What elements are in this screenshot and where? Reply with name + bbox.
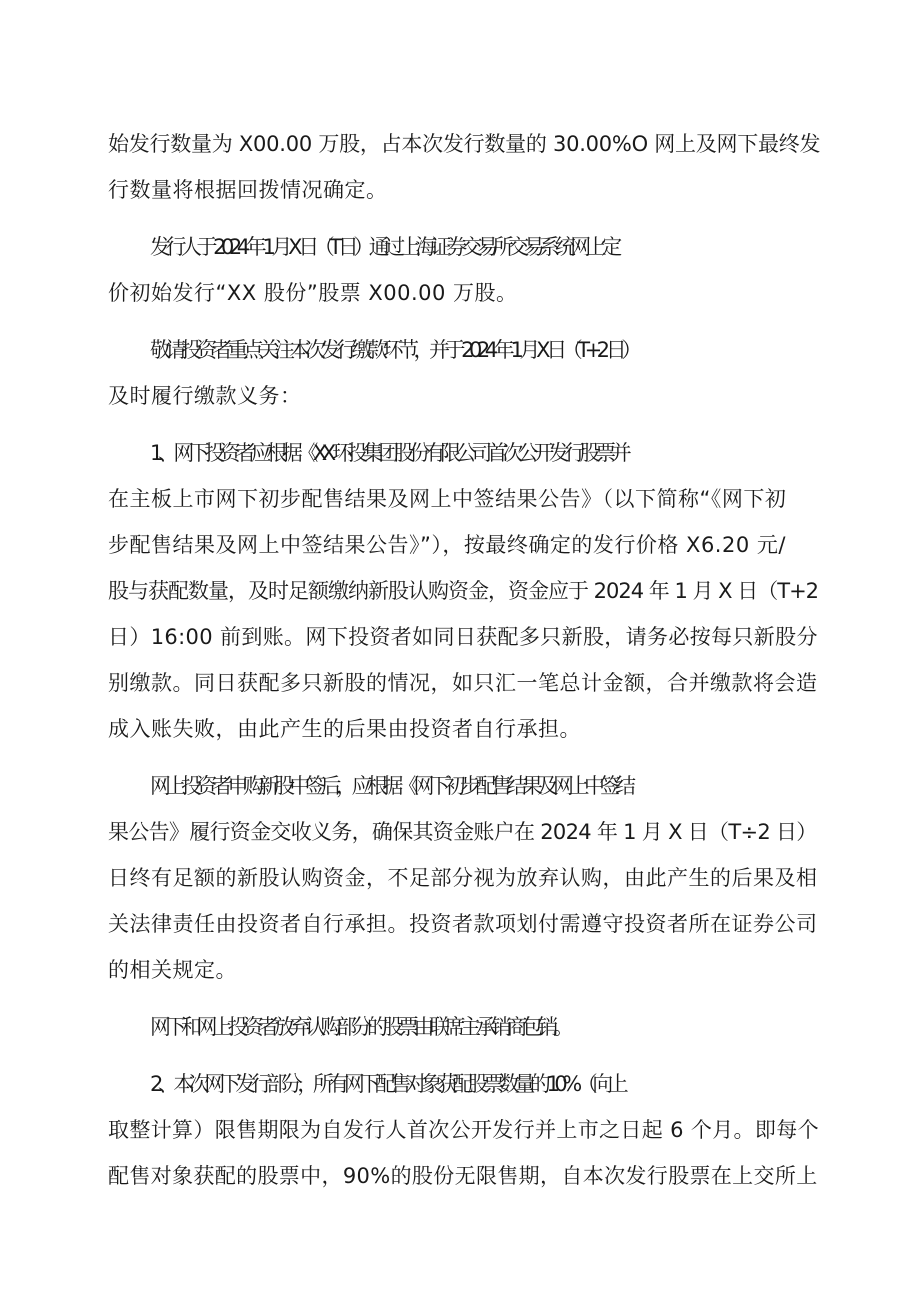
paragraph-line: 网下和网上投资者放弃认购部分的股票由联席主承销商包销。 (150, 1015, 569, 1039)
paragraph-line: 网上投资者申购新股中签后，应根据《网下初步配售结果及网上中签结 (150, 774, 631, 798)
paragraph-line: 发行人于 2024 年 1 月 X 日（T 日）通过上海证券交易所交易系统网上定 (150, 235, 617, 259)
paragraph-line: 取整计算）限售期限为自发行人首次公开发行并上市之日起 6 个月。即每个 (108, 1118, 819, 1142)
paragraph-p7 (108, 1061, 820, 1199)
paragraph-p2 (108, 224, 820, 316)
paragraph-line: 的相关规定。 (108, 958, 237, 982)
paragraph-line: 及时履行缴款义务： (108, 384, 302, 408)
paragraph-line: 在主板上市网下初步配售结果及网上中签结果公告》（以下简称“《网下初 (108, 487, 787, 511)
paragraph-line: 日）16:00 前到账。网下投资者如同日获配多只新股，请务必按每只新股分 (108, 625, 818, 649)
paragraph-line: 配售对象获配的股票中，90%的股份无限售期，自本次发行股票在上交所上 (108, 1164, 818, 1188)
document-body (108, 121, 820, 1199)
paragraph-line: 日终有足额的新股认购资金，不足部分视为放弃认购，由此产生的后果及相 (108, 866, 818, 890)
paragraph-line: 步配售结果及网上中签结果公告》”），按最终确定的发行价格 X6.20 元/ (108, 533, 786, 557)
paragraph-line: 价初始发行“XX 股份”股票 X00.00 万股。 (108, 281, 518, 305)
paragraph-line: 股与获配数量，及时足额缴纳新股认购资金，资金应于 2024 年 1 月 X 日（T+2 (108, 579, 819, 603)
paragraph-line: 行数量将根据回拨情况确定。 (108, 178, 388, 202)
paragraph-p1 (108, 121, 820, 213)
paragraph-line: 关法律责任由投资者自行承担。投资者款项划付需遵守投资者所在证券公司 (108, 912, 818, 936)
paragraph-p3 (108, 327, 820, 419)
paragraph-line: 2、本次网下发行部分，所有网下配售对象获配股票数量的 10%（向上 (150, 1072, 624, 1096)
paragraph-line: 敬请投资者重点关注本次发行缴款环节，并于 2024 年 1 月 X 日（T+2 日） (150, 338, 637, 362)
paragraph-line: 果公告》履行资金交收义务，确保其资金账户在 2024 年 1 月 X 日（T÷2 日） (108, 820, 817, 844)
paragraph-line: 1、网下投资者应根据《XX 环投集团股份有限公司首次公开发行股票并 (150, 441, 627, 465)
paragraph-line: 别缴款。同日获配多只新股的情况，如只汇一笔总计金额，合并缴款将会造 (108, 671, 818, 695)
paragraph-line: 始发行数量为 X00.00 万股，占本次发行数量的 30.00%O 网上及网下最终发 (108, 132, 821, 156)
paragraph-p4 (108, 430, 820, 752)
paragraph-p5 (108, 763, 820, 993)
paragraph-line: 成入账失败，由此产生的后果由投资者自行承担。 (108, 717, 581, 741)
paragraph-p6 (108, 1004, 820, 1050)
